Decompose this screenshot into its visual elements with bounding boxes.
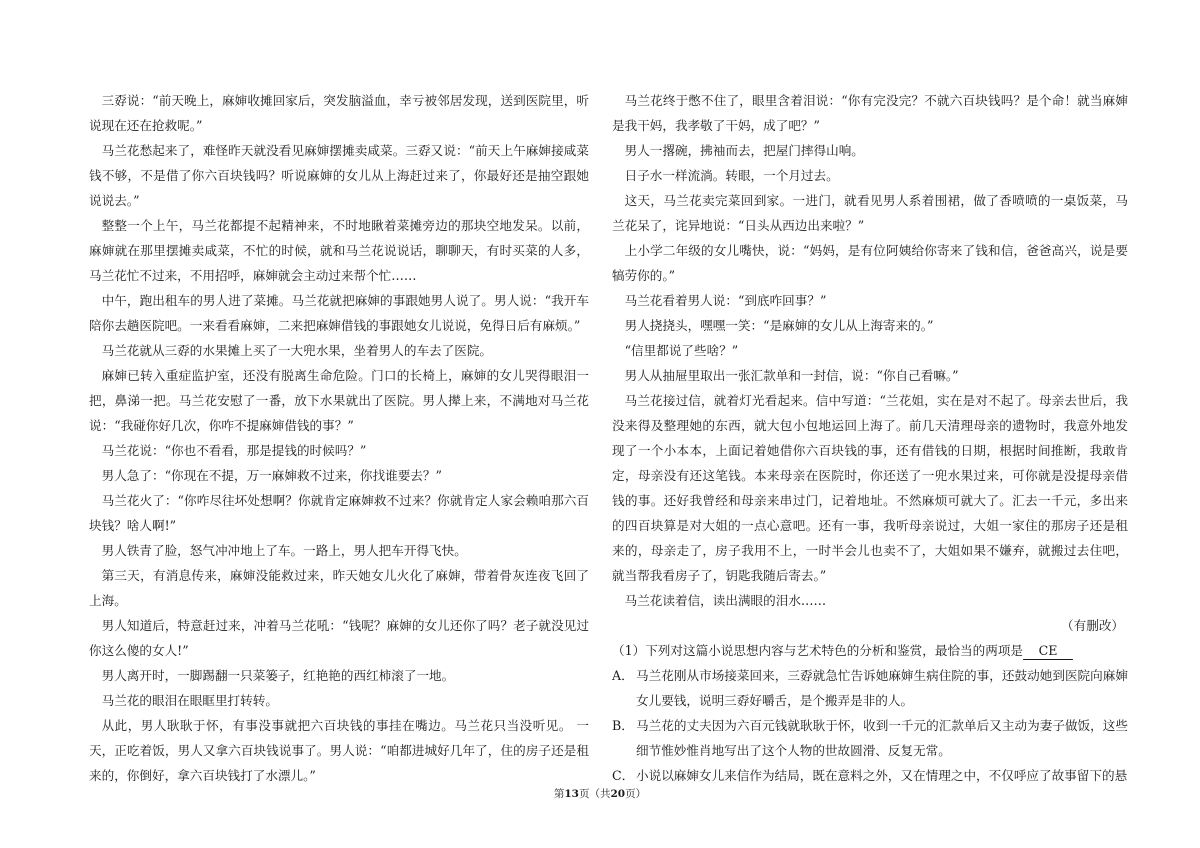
page-footer <box>0 786 1200 801</box>
footer-middle: 页（共 <box>579 788 611 800</box>
page-number: 13 <box>564 788 579 800</box>
option-item <box>612 663 1128 713</box>
paragraph: 马兰花接过信，就着灯光看起来。信中写道：“兰花姐，实在是对不起了。母亲去世后，我没来得及整理她的东西，就大包小包地运回上海了。前几天清理母亲的遗物时，我意外地发现了一个小本本，上面记着她借你六百块钱的事，还有借钱的日期，根据时间推断，我敢肯定，母亲没有还这笔钱。本来母亲在医院时，你还送了一兜水果过来，可你就是没提母亲借钱的事。还好我曾经和母亲来串过门，记着地址。不然麻烦可就大了。汇去一千元，多出来的四百块算是对大姐的一点心意吧。还有一事，我听母亲说过，大姐一家住的那房子还是租来的，母亲走了，房子我用不上，一时半会儿也卖不了，大姐如果不嫌弃，就搬过去住吧，就当帮我看房子了，钥匙我随后寄去。” <box>612 393 1128 583</box>
total-pages: 20 <box>610 788 626 800</box>
paragraph: 第三天，有消息传来，麻婶没能救过来，昨天她女儿火化了麻婶，带着骨灰连夜飞回了上海。 <box>89 568 589 608</box>
question-options <box>612 663 1128 788</box>
paragraph: 男人急了：“你现在不提，万一麻婶救不过来，你找谁要去？” <box>101 468 442 483</box>
paragraph: 男人离开时，一脚踢翻一只菜篓子，红艳艳的西红柿滚了一地。 <box>101 668 455 683</box>
source-credit: （有删改） <box>1061 618 1124 633</box>
option-item <box>612 713 1128 763</box>
paragraph: 从此，男人耿耿于怀，有事没事就把六百块钱的事挂在嘴边。马兰花只当没听见。 一天，正吃着饭，男人又拿六百块钱说事了。男人说：“咱都进城好几年了，住的房子还是租来的，你倒好，拿六百块钱打了水漂儿。” <box>89 718 589 783</box>
paragraph: 麻婶已转入重症监护室，还没有脱离生命危险。门口的长椅上，麻婶的女儿哭得眼泪一把，鼻涕一把。马兰花安慰了一番，放下水果就出了医院。男人撵上来，不满地对马兰花说：“我碰你好几次，你咋不提麻婶借钱的事？” <box>89 368 589 433</box>
paragraph: 马兰花就从三孬的水果摊上买了一大兜水果，坐着男人的车去了医院。 <box>101 343 492 358</box>
option-item <box>612 763 1128 788</box>
paragraph: 马兰花的眼泪在眼眶里打转转。 <box>101 693 278 708</box>
answer-blank: CE <box>1023 643 1073 660</box>
footer-prefix: 第 <box>553 788 565 800</box>
paragraph: 马兰花说：“你也不看看，那是提钱的时候吗？” <box>101 443 367 458</box>
paragraph: 上小学二年级的女儿嘴快，说：“妈妈，是有位阿姨给你寄来了钱和信，爸爸高兴，说是要犒劳你的。” <box>612 243 1128 283</box>
option-label: C． <box>612 768 635 783</box>
paragraph: 三孬说：“前天晚上，麻婶收摊回家后，突发脑溢血，幸亏被邻居发现，送到医院里，听说现在还在抢救呢。” <box>89 93 589 133</box>
paragraph: 马兰花看着男人说：“到底咋回事？” <box>624 293 827 308</box>
paragraph: 男人一撂碗，拂袖而去，把屋门摔得山响。 <box>624 143 864 158</box>
paragraph: 马兰花火了：“你咋尽往坏处想啊？你就肯定麻婶救不过来？你就肯定人家会赖咱那六百块钱？啥人啊!” <box>89 493 589 533</box>
right-column <box>612 88 1128 788</box>
paragraph: 男人挠挠头，嘿嘿一笑：“是麻婶的女儿从上海寄来的。” <box>624 318 934 333</box>
left-column <box>89 88 589 788</box>
paragraph: 这天，马兰花卖完菜回到家。一进门，就看见男人系着围裙，做了香喷喷的一桌饭菜，马兰花呆了，诧异地说：“日头从西边出来啦？” <box>612 193 1128 233</box>
paragraph: 马兰花读着信，读出满眼的泪水…… <box>624 593 827 608</box>
paragraph: 男人铁青了脸，怒气冲冲地上了车。一路上，男人把车开得飞快。 <box>101 543 467 558</box>
question-stem <box>612 638 1128 663</box>
question-text: （1）下列对这篇小说思想内容与艺术特色的分析和鉴赏，最恰当的两项是 <box>612 643 1024 658</box>
paragraph: 男人知道后，特意赶过来，冲着马兰花吼：“钱呢？麻婶的女儿还你了吗？老子就没见过你这么傻的女人!” <box>89 618 589 658</box>
right-paragraphs <box>612 88 1128 613</box>
paragraph: 整整一个上午，马兰花都提不起精神来，不时地瞅着菜摊旁边的那块空地发呆。以前，麻婶就在那里摆摊卖咸菜，不忙的时候，就和马兰花说说话，聊聊天，有时买菜的人多，马兰花忙不过来，不用招呼，麻婶就会主动过来帮个忙…… <box>89 218 589 283</box>
footer-suffix: 页） <box>625 788 647 800</box>
paragraph: 马兰花终于憋不住了，眼里含着泪说：“你有完没完？不就六百块钱吗？是个命！就当麻婶是我干妈，我孝敬了干妈，成了吧？” <box>612 93 1128 133</box>
paragraph: 马兰花愁起来了，难怪昨天就没看见麻婶摆摊卖咸菜。三孬又说：“前天上午麻婶接咸菜钱不够，不是借了你六百块钱吗？听说麻婶的女儿从上海赶过来了，你最好还是抽空跟她说说去。” <box>89 143 589 208</box>
paragraph: “信里都说了些啥？” <box>624 343 739 358</box>
option-label: B． <box>612 718 634 733</box>
option-text: 小说以麻婶女儿来信作为结局，既在意料之外，又在情理之中，不仅呼应了故事留下的悬 <box>636 768 1128 783</box>
paragraph: 中午，跑出租车的男人进了菜摊。马兰花就把麻婶的事跟她男人说了。男人说：“我开车陪你去趟医院吧。一来看看麻婶，二来把麻婶借钱的事跟她女儿说说，免得日后有麻烦。” <box>89 293 589 333</box>
option-text: 马兰花刚从市场接菜回来，三孬就急忙告诉她麻婶生病住院的事，还鼓动她到医院向麻婶女儿要钱，说明三孬好嚼舌，是个搬弄是非的人。 <box>636 668 1128 708</box>
option-text: 马兰花的丈夫因为六百元钱就耿耿于怀，收到一千元的汇款单后又主动为妻子做饭，这些细节惟妙惟肖地写出了这个人物的世故圆滑、反复无常。 <box>636 718 1128 758</box>
option-label: A． <box>612 668 634 683</box>
paragraph: 男人从抽屉里取出一张汇款单和一封信，说：“你自己看嘛。” <box>624 368 959 383</box>
paragraph: 日子水一样流淌。转眼，一个月过去。 <box>624 168 839 183</box>
